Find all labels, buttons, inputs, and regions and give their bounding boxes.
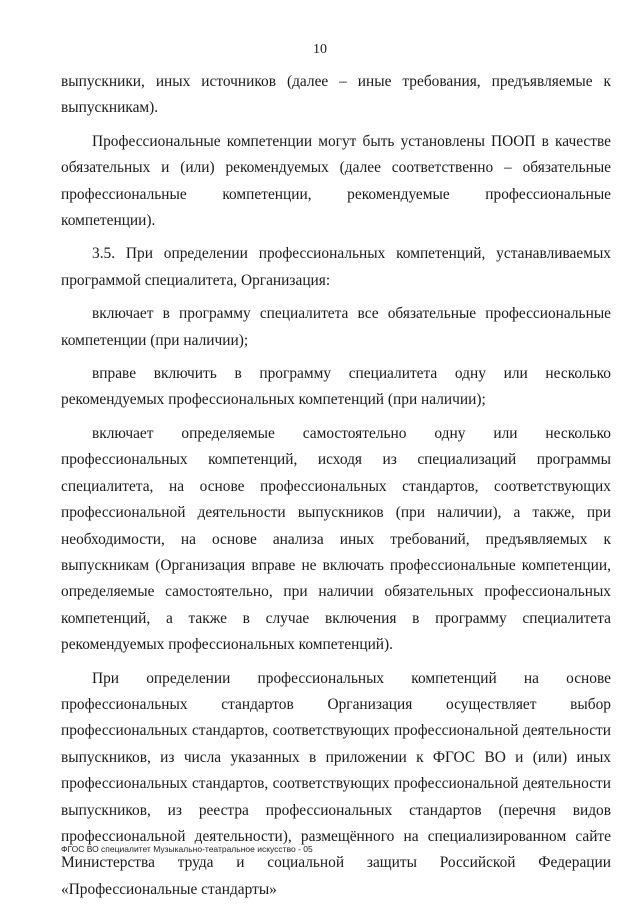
paragraph-professional-standards: При определении профессиональных компетенций на основе профессиональных стандартов Организация осуществляет выбор профессиональных стандартов, соответствующих профессиональной деятельности выпускников, из числа указанных в приложении к ФГОС ВО и (или) иных профессиональных стандартов, соответствующих профессиональной деятельности выпускников, из реестра профессиональных стандартов (перечня видов профессиональной деятельности), размещённого на специализированном сайте Министерства труда и социальной защиты Российской Федерации «Профессиональные стандарты» xyxy=(61,669,611,898)
paragraph-professional-competencies: Профессиональные компетенции могут быть установлены ПООП в качестве обязательных и (или) рекомендуемых (далее соответственно – обязательные профессиональные компетенции, рекомендуемые профессиональные компетенции). xyxy=(61,132,611,230)
paragraph-section-3-5: 3.5. При определении профессиональных компетенций, устанавливаемых программой специалитета, Организация: xyxy=(61,245,611,289)
page-footer: ФГОС ВО специалитет Музыкально-театральное искусство - 05 xyxy=(61,844,313,854)
paragraph-recommended-competencies: вправе включить в программу специалитета одну или несколько рекомендуемых профессиональных компетенций (при наличии); xyxy=(61,365,611,409)
document-body xyxy=(61,69,611,910)
paragraph-self-defined-competencies: включает определяемые самостоятельно одну или несколько профессиональных компетенций, исходя из специализаций программы специалитета, на основе профессиональных стандартов, соответствующих профессиональной деятельности выпускников (при наличии), а также, при необходимости, на основе анализа иных требований, предъявляемых к выпускникам (Организация вправе не включать профессиональные компетенции, определяемые самостоятельно, при наличии обязательных профессиональных компетенций, а также в случае включения в программу специалитета рекомендуемых профессиональных компетенций). xyxy=(61,424,611,654)
paragraph-mandatory-competencies: включает в программу специалитета все обязательные профессиональные компетенции (при наличии); xyxy=(61,305,611,349)
page-number: 10 xyxy=(313,42,327,57)
paragraph-continuation: выпускники, иных источников (далее – иные требования, предъявляемые к выпускникам). xyxy=(61,73,611,117)
